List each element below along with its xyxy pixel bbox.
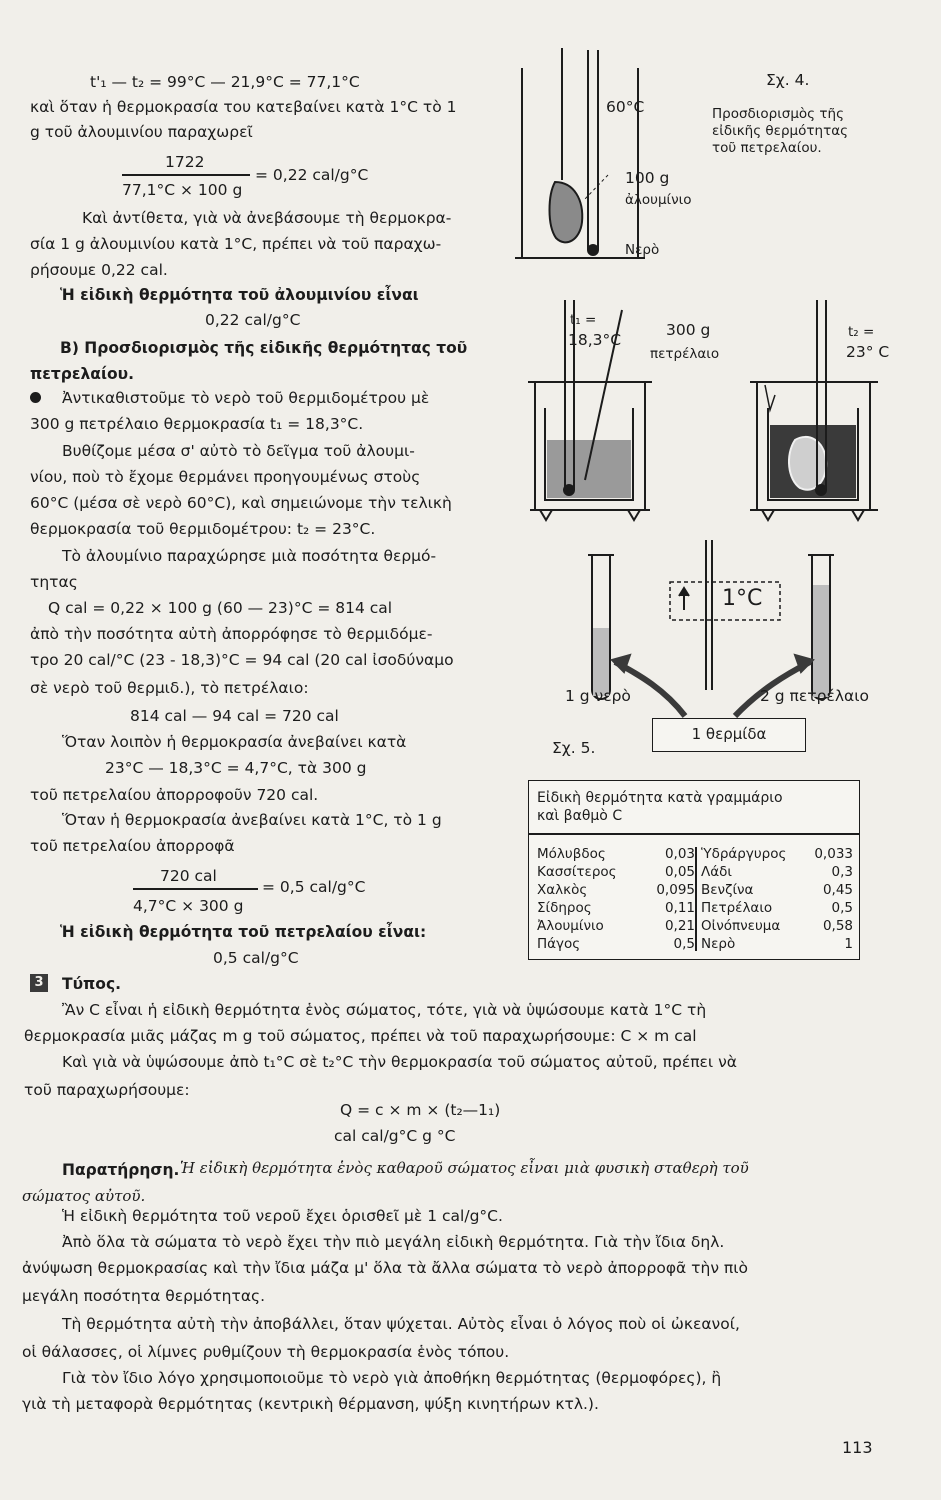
text-line: 300 g πετρέλαιο θερμοκρασία t₁ = 18,3°C.: [30, 415, 364, 433]
table-row: [701, 899, 853, 917]
text-line: Τὸ ἀλουμίνιο παραχώρησε μιὰ ποσότητα θερμό-: [62, 547, 437, 565]
material-name: Νερὸ: [701, 936, 736, 952]
table-row: [701, 863, 853, 881]
equation: 814 cal — 94 cal = 720 cal: [130, 707, 339, 725]
material-name: Βενζίνα: [701, 882, 754, 898]
table-title: Εἰδικὴ θερμότητα κατὰ γραμμάριο: [537, 790, 783, 806]
text-line: τοῦ παραχωρήσουμε:: [24, 1081, 190, 1099]
label-mass: 300 g: [666, 321, 711, 339]
value: 0,5 cal/g°C: [213, 949, 299, 967]
test-tube-oil: [808, 555, 834, 699]
table-row: [701, 917, 853, 935]
note-text: Ἡ εἰδικὴ θερμότητα ἑνὸς καθαροῦ σώματος εἶναι μιὰ φυσικὴ σταθερὴ τοῦ: [180, 1159, 749, 1177]
specific-heat-value: 1: [844, 936, 853, 952]
formula-units: cal cal/g°C g °C: [334, 1127, 456, 1145]
table-row: [537, 917, 695, 935]
material-name: Πετρέλαιο: [701, 900, 773, 916]
text-line: τητας: [30, 573, 78, 591]
table-row: [537, 935, 695, 953]
note-text: σώματος αὐτοῦ.: [22, 1187, 146, 1205]
text-line: Τὴ θερμότητα αὐτὴ τὴν ἀποβάλλει, ὅταν ψύχεται. Αὐτὸς εἶναι ὁ λόγος ποὺ οἱ ὠκεανοί,: [62, 1315, 740, 1333]
table-row: [537, 881, 695, 899]
material-name: Χαλκὸς: [537, 882, 588, 898]
specific-heat-value: 0,45: [822, 882, 853, 898]
text-line: Γιὰ τὸν ἴδιο λόγο χρησιμοποιοῦμε τὸ νερὸ γιὰ ἀποθήκη θερμότητας (θερμοφόρες), ἢ: [62, 1369, 722, 1387]
material-name: Μόλυβδος: [537, 846, 606, 862]
text-line: τοῦ πετρελαίου ἀπορροφᾶ: [30, 837, 235, 855]
table-row: [537, 899, 695, 917]
text-line: νίου, ποὺ τὸ ἔχομε θερμάνει προηγουμένως στοὺς: [30, 468, 421, 486]
label-oil-tube: 2 g πετρέλαιο: [760, 687, 869, 705]
specific-heat-value: 0,11: [664, 900, 695, 916]
specific-heat-value: 0,5: [673, 936, 695, 952]
label-mass: 100 g: [625, 169, 670, 187]
figure-title: Προσδιορισμὸς τῆς: [712, 106, 844, 122]
text-line: θερμοκρασία μιᾶς μάζας m g τοῦ σώματος, πρέπει νὰ τοῦ παραχωρήσουμε: C × m cal: [24, 1027, 697, 1045]
text-line: καὶ ὅταν ἡ θερμοκρασία του κατεβαίνει κατὰ 1°C τὸ 1: [30, 98, 457, 116]
specific-heat-table: [528, 780, 860, 960]
calorie-box-label: 1 θερμίδα: [691, 725, 767, 743]
text-line: σὲ νερὸ τοῦ θερμιδ.), τὸ πετρέλαιο:: [30, 679, 309, 697]
formula-result: = 0,5 cal/g°C: [262, 878, 366, 896]
figure-caption: Σχ. 4.: [766, 71, 810, 89]
water-beaker: [515, 48, 645, 258]
formula-denominator: 77,1°C × 100 g: [122, 181, 243, 199]
text-line: οἱ θάλασσες, οἱ λίμνες ρυθμίζουν τὴ θερμοκρασία ἑνὸς τόπου.: [22, 1343, 510, 1361]
material-name: Ὑδράργυρος: [701, 846, 787, 862]
specific-heat-value: 0,21: [664, 918, 695, 934]
bold-statement: Ἡ εἰδικὴ θερμότητα τοῦ πετρελαίου εἶναι:: [60, 923, 427, 941]
specific-heat-value: 0,095: [656, 882, 695, 898]
text-line: 60°C (μέσα σὲ νερὸ 60°C), καὶ σημειώνομε τὴν τελικὴ: [30, 494, 452, 512]
text-line: σία 1 g ἀλουμινίου κατὰ 1°C, πρέπει νὰ τοῦ παραχω-: [30, 235, 442, 253]
label-delta-temp: 1°C: [722, 586, 763, 611]
text-line: ρήσουμε 0,22 cal.: [30, 261, 168, 279]
specific-heat-value: 0,3: [831, 864, 853, 880]
label-t1-value: 18,3°C: [568, 331, 622, 349]
table-right-column: [701, 845, 853, 953]
formula: Q = c × m × (t₂—1₁): [340, 1101, 501, 1119]
specific-heat-value: 0,58: [822, 918, 853, 934]
text-line: 23°C — 18,3°C = 4,7°C, τὰ 300 g: [105, 759, 367, 777]
page-number: 113: [842, 1438, 873, 1457]
table-row: [701, 845, 853, 863]
text-line: Καὶ ἀντίθετα, γιὰ νὰ ἀνεβάσουμε τὴ θερμοκρα-: [82, 209, 452, 227]
test-tube-water: [588, 555, 614, 699]
section-heading: πετρελαίου.: [30, 365, 135, 383]
specific-heat-value: 0,05: [664, 864, 695, 880]
text-line: ἀνύψωση θερμοκρασίας καὶ τὴν ἴδια μάζα μ' ὅλα τὰ ἄλλα σώματα τὸ νερὸ ἀπορροφᾶ τὴν πιὸ: [22, 1259, 748, 1277]
specific-heat-value: 0,033: [814, 846, 853, 862]
label-t2: t₂ =: [848, 324, 875, 340]
table-title: καὶ βαθμὸ C: [537, 808, 623, 824]
value: 0,22 cal/g°C: [205, 311, 301, 329]
text-line: ἀπὸ τὴν ποσότητα αὐτὴ ἀπορρόφησε τὸ θερμιδόμε-: [30, 625, 433, 643]
text-line: t'₁ — t₂ = 99°C — 21,9°C = 77,1°C: [90, 73, 360, 91]
table-column-divider: [695, 847, 697, 951]
material-name: Ἀλουμίνιο: [537, 918, 604, 934]
figure-title: εἰδικῆς θερμότητας: [712, 123, 849, 139]
text-line: Ἡ εἰδικὴ θερμότητα τοῦ νεροῦ ἔχει ὁρισθεῖ μὲ 1 cal/g°C.: [62, 1207, 503, 1225]
text-line: μεγάλη ποσότητα θερμότητας.: [22, 1287, 266, 1305]
calorie-box: [652, 718, 806, 752]
specific-heat-value: 0,03: [664, 846, 695, 862]
text-line: Βυθίζομε μέσα σ' αὐτὸ τὸ δεῖγμα τοῦ ἀλουμι-: [62, 442, 415, 460]
label-material: πετρέλαιο: [650, 346, 720, 362]
specific-heat-value: 0,5: [831, 900, 853, 916]
figure-title: τοῦ πετρελαίου.: [712, 140, 822, 156]
text-line: Ἂν C εἶναι ἡ εἰδικὴ θερμότητα ἑνὸς σώματος, τότε, γιὰ νὰ ὑψώσουμε κατὰ 1°C τὴ: [62, 1001, 707, 1019]
note-label: Παρατήρηση.: [62, 1161, 180, 1179]
text-line: Καὶ γιὰ νὰ ὑψώσουμε ἀπὸ t₁°C σὲ t₂°C τὴν θερμοκρασία τοῦ σώματος αὐτοῦ, πρέπει νὰ: [62, 1053, 737, 1071]
section-number-badge: 3: [30, 974, 48, 992]
material-name: Οἰνόπνευμα: [701, 918, 781, 934]
text-line: Ἀπὸ ὅλα τὰ σώματα τὸ νερὸ ἔχει τὴν πιὸ μεγάλη εἰδικὴ θερμότητα. Γιὰ τὴν ἴδια δηλ.: [62, 1233, 725, 1251]
text-line: γιὰ τὴ μεταφορὰ θερμότητας (κεντρικὴ θέρμανση, ψύξη κινητήρων κτλ.).: [22, 1395, 599, 1413]
material-name: Σίδηρος: [537, 900, 592, 916]
table-row: [537, 863, 695, 881]
section-heading: Β) Προσδιορισμὸς τῆς εἰδικῆς θερμότητας τοῦ: [60, 339, 468, 357]
label-temperature: 60°C: [606, 98, 645, 116]
text-line: Ὅταν λοιπὸν ἡ θερμοκρασία ἀνεβαίνει κατὰ: [62, 733, 407, 751]
formula-numerator: 720 cal: [160, 867, 217, 885]
bold-statement: Ἡ εἰδικὴ θερμότητα τοῦ ἀλουμινίου εἶναι: [60, 286, 419, 304]
label-water-tube: 1 g νερὸ: [565, 687, 631, 705]
material-name: Πάγος: [537, 936, 581, 952]
text-line: θερμοκρασία τοῦ θερμιδομέτρου: t₂ = 23°C.: [30, 520, 376, 538]
formula-numerator: 1722: [165, 153, 205, 171]
equation: Q cal = 0,22 × 100 g (60 — 23)°C = 814 cal: [48, 599, 393, 617]
table-left-column: [537, 845, 695, 953]
material-name: Κασσίτερος: [537, 864, 617, 880]
text-line: Ὅταν ἡ θερμοκρασία ἀνεβαίνει κατὰ 1°C, τὸ 1 g: [62, 811, 442, 829]
label-t2-value: 23° C: [846, 343, 890, 361]
text-line: τοῦ πετρελαίου ἀπορροφοῦν 720 cal.: [30, 786, 319, 804]
table-row: [701, 881, 853, 899]
text-line: τρο 20 cal/°C (23 - 18,3)°C = 94 cal (20 cal ἰσοδύναμο: [30, 651, 454, 669]
label-water: Νερὸ: [625, 242, 660, 258]
section-heading: Τύπος.: [62, 975, 122, 993]
table-row: [537, 845, 695, 863]
table-row: [701, 935, 853, 953]
material-name: Λάδι: [701, 864, 732, 880]
formula-result: = 0,22 cal/g°C: [255, 166, 369, 184]
table-divider: [529, 833, 859, 835]
figure-caption: Σχ. 5.: [552, 739, 596, 757]
text-line: g τοῦ ἀλουμινίου παραχωρεῖ: [30, 123, 253, 141]
formula-denominator: 4,7°C × 300 g: [133, 897, 244, 915]
label-t1: t₁ =: [570, 312, 597, 328]
text-line: Ἀντικαθιστοῦμε τὸ νερὸ τοῦ θερμιδομέτρου μὲ: [62, 389, 430, 407]
label-material: ἀλουμίνιο: [625, 192, 692, 208]
